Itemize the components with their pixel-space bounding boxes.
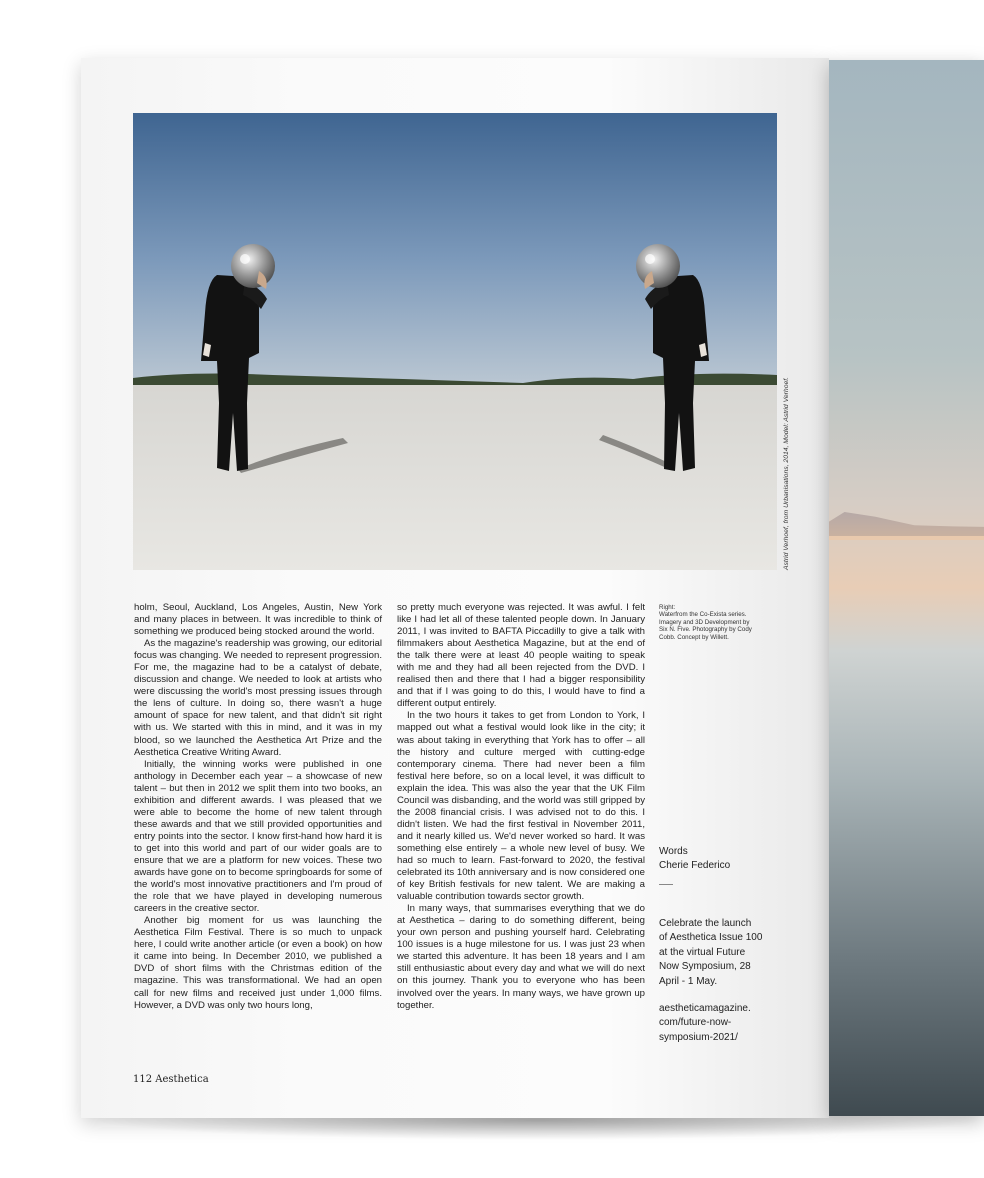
column-paragraph: so pretty much everyone was rejected. It was awful. I felt like I had let all of these talented people down. In January 2011, I was invited to BAFTA Piccadilly to give a talk with filmmakers about Aesthetica Magazine, but at the end of the talk there were at least 40 people waiting to speak with me and they had all been rejected from the DVD. I realised then and there that I had a bigger responsibility and that if I was going to do this, I would have to find a different output entirely. — [397, 602, 645, 710]
caption-line: Waterfrom the Co-Exista series. — [659, 611, 747, 619]
column-paragraph: Another big moment for us was launching the Aesthetica Film Festival. There is so much to unpack here, I could write another article (or even a book) on how it came into being. In December 2010, we published a DVD of short films with the Christmas edition of the magazine. This was transformational. We had an open call for new films and received just under 1,000 films. However, a DVD was only two hours long, — [134, 915, 382, 1011]
article-photo — [133, 113, 777, 570]
column-paragraph: In the two hours it takes to get from London to York, I mapped out what a festival would look like in the city; it was about taking in everything that York has to offer – all the history and culture merged with cutting-edge contemporary cinema. There had never been a film festival here before, so on a local level, it was difficult to explain the idea. This was also the year that the UK Film Council was disbanding, and the world was still gripped by the 2008 financial crisis. I was advised not to do this. I didn't listen. We had the first festival in November 2011, and it nearly killed us. We'd never worked so hard. It was something else entirely – a whole new level of busy. We had so much to learn. Fast-forward to 2020, the festival celebrated its 10th anniversary and is now considered one of key British festivals for new talent. We are making a valuable contribution towards sector growth. — [397, 710, 645, 903]
distant-mountain — [829, 512, 984, 536]
column-paragraph: holm, Seoul, Auckland, Los Angeles, Austin, New York and many places in between. It was incredible to think of something we produced being stocked around the world. — [134, 602, 382, 638]
caption-line: Six N. Five. Photography by Cody — [659, 626, 752, 634]
byline-divider — [659, 884, 673, 885]
event-note — [659, 917, 769, 989]
column-paragraph: As the magazine's readership was growing, our editorial focus was changing. We needed to represent progression. For me, the magazine had to be a catalyst of debate, discussion and change. We needed to look at artists who were discussing the world's most pressing issues through the lens of culture. In doing so, there wasn't a huge amount of space for new talent, and that didn't sit right with us. We started with this in mind, and it was in my blood, so we launched the Aesthetica Art Prize and the Aesthetica Creative Writing Award. — [134, 638, 382, 758]
byline-label: Words — [659, 846, 688, 857]
byline-author: Cherie Federico — [659, 860, 731, 872]
column-paragraph: In many ways, that summarises everything that we do at Aesthetica – daring to do something different, being your own person and pushing yourself hard. Celebrating 100 issues is a huge milestone for us. I was just 23 when we started this adventure. It has been 18 years and I am still enthusiastic about every day and what we will do next on this journey. Thank you to everyone who has been involved over the years. In many ways, we have grown up together. — [397, 903, 645, 1011]
image-caption — [659, 604, 759, 641]
article-column-1 — [134, 602, 382, 1012]
caption-line: Cobb. Concept by Willett. — [659, 633, 729, 641]
caption-label: Right: — [659, 604, 676, 611]
byline — [659, 845, 769, 874]
event-url — [659, 1002, 769, 1045]
event-note-line: of Aesthetica Issue 100 — [659, 932, 763, 944]
event-url-line: symposium-2021/ — [659, 1031, 738, 1043]
article-column-2 — [397, 602, 645, 1012]
photo-illustration — [133, 113, 777, 570]
column-paragraph: Initially, the winning works were published in one anthology in December each year – a showcase of new talent – but then in 2012 we split them into two books, an exhibition and different awards. I was pleased that we were able to become the home of new talent through these awards and that we still provided opportunities and entry points into the sector. I know first-hand how hard it is to get into this world and part of our wider goals are to ensure that we are a platform for new voices. These two awards have gone on to become springboards for some of the world's most innovative practitioners and I'm proud of the role that we have played in developing numerous careers in the creative sector. — [134, 758, 382, 915]
event-url-line: aestheticamagazine. — [659, 1003, 751, 1014]
event-note-line: April - 1 May. — [659, 975, 718, 987]
event-url-line: com/future-now- — [659, 1017, 732, 1029]
page-folio: 112 Aesthetica — [133, 1074, 209, 1085]
horizon-line — [829, 536, 984, 540]
photo-credit: Astrid Verhoef, from Urbanisations, 2014, Model: Astrid Verhoef. — [783, 376, 790, 570]
caption-line: Imagery and 3D Development by — [659, 618, 750, 626]
event-note-line: Now Symposium, 28 — [659, 961, 751, 973]
event-note-line: Celebrate the launch — [659, 918, 752, 929]
event-note-line: at the virtual Future — [659, 946, 746, 958]
right-page-photo — [829, 60, 984, 1116]
